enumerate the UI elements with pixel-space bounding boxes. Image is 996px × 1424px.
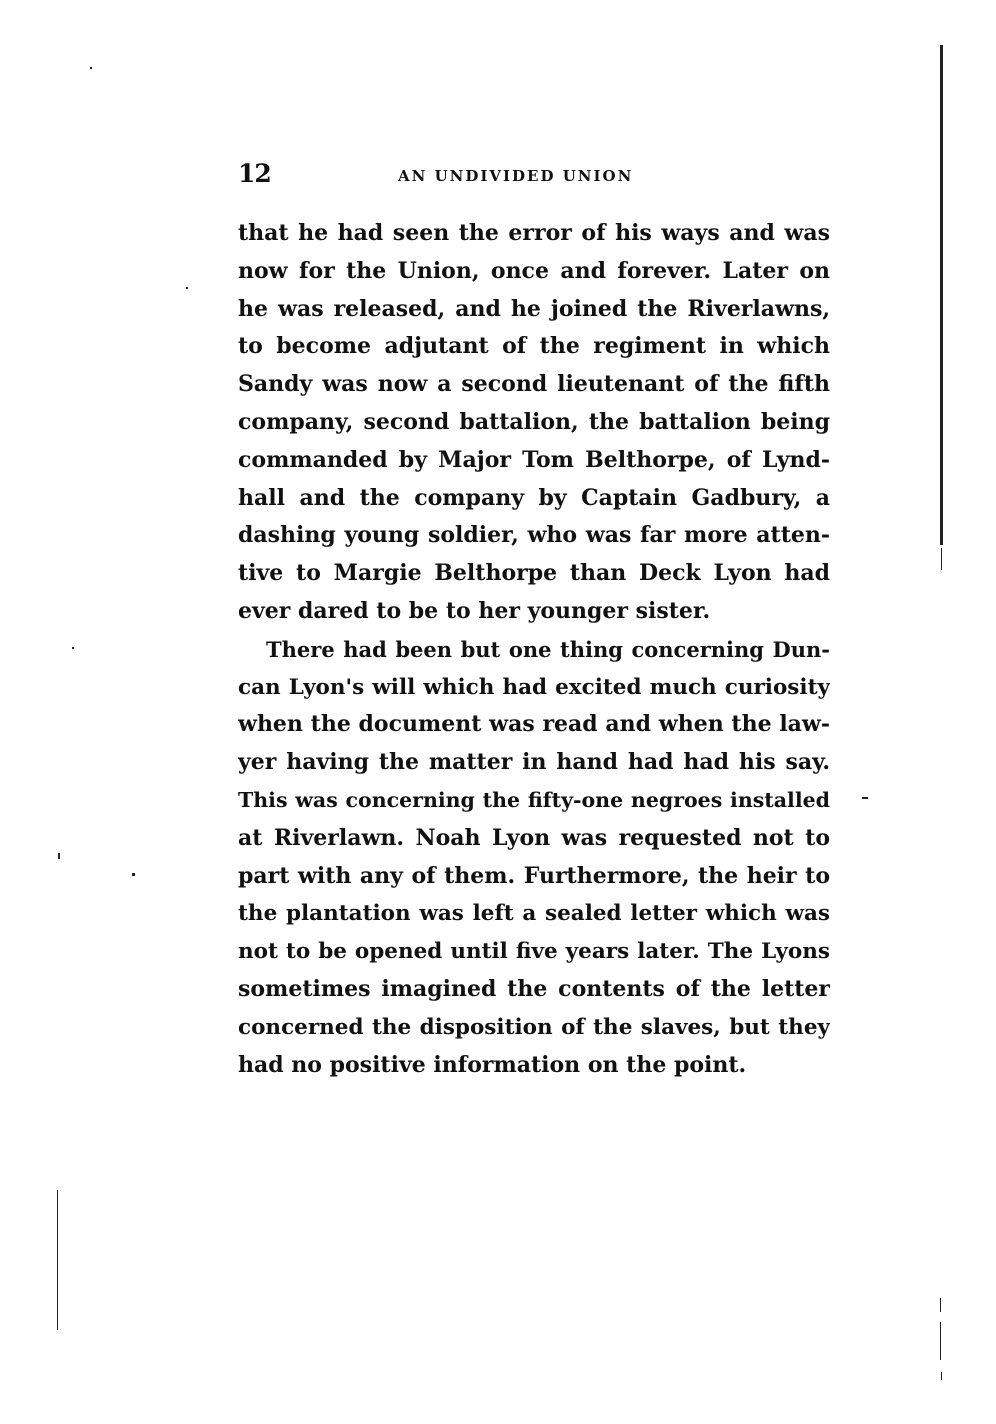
text-line: part with any of them. Furthermore, the heir to	[238, 862, 830, 889]
text-line: ever dared to be to her younger sister.	[238, 597, 711, 624]
text-line: yer having the matter in hand had had his say.	[238, 749, 830, 776]
paragraph-1	[238, 215, 830, 631]
text-line: hall and the company by Captain Gadbury, a	[238, 484, 830, 511]
scan-speck	[72, 647, 74, 649]
text-line: can Lyon's will which had excited much curiosity	[238, 674, 830, 700]
scan-speck	[862, 797, 868, 799]
text-line: commanded by Major Tom Belthorpe, of Lynd-	[238, 446, 830, 473]
page-header	[238, 158, 830, 192]
scan-speck	[132, 873, 135, 876]
scan-speck	[186, 287, 188, 289]
text-line: This was concerning the fifty-one negroes installed	[238, 787, 830, 812]
text-line: the plantation was left a sealed letter which was	[238, 901, 830, 927]
text-line: tive to Margie Belthorpe than Deck Lyon had	[238, 560, 830, 587]
text-line: Sandy was now a second lieutenant of the fifth	[238, 371, 830, 398]
text-line: at Riverlawn. Noah Lyon was requested not to	[238, 824, 830, 851]
body-text	[238, 215, 830, 1084]
text-line: had no positive information on the point.	[238, 1051, 747, 1078]
running-title: AN UNDIVIDED UNION	[398, 167, 634, 185]
scan-speck	[58, 853, 60, 859]
text-line: company, second battalion, the battalion being	[238, 408, 830, 435]
scan-edge-line	[941, 548, 942, 570]
text-line: dashing young soldier, who was far more atten-	[238, 522, 830, 549]
text-line: There had been but one thing concerning Dun-	[266, 636, 830, 662]
text-line: sometimes imagined the contents of the letter	[238, 975, 830, 1002]
text-line: when the document was read and when the law-	[238, 711, 830, 738]
text-line: to become adjutant of the regiment in which	[238, 333, 830, 360]
scan-edge-line	[940, 1298, 941, 1312]
text-line: concerned the disposition of the slaves, but they	[238, 1014, 830, 1040]
text-line: he was released, and he joined the Riverlawns,	[238, 295, 830, 322]
scan-edge-line	[941, 1372, 942, 1380]
scan-edge-line	[940, 1322, 941, 1360]
scan-edge-line	[57, 1190, 58, 1330]
text-line: not to be opened until five years later. The Lyons	[238, 939, 830, 965]
paragraph-2	[238, 631, 830, 1085]
text-line: now for the Union, once and forever. Later on	[238, 257, 830, 284]
page-number: 12	[238, 159, 271, 188]
scan-edge-line	[940, 45, 943, 545]
text-line: that he had seen the error of his ways and was	[238, 220, 830, 246]
scan-speck	[90, 67, 92, 69]
